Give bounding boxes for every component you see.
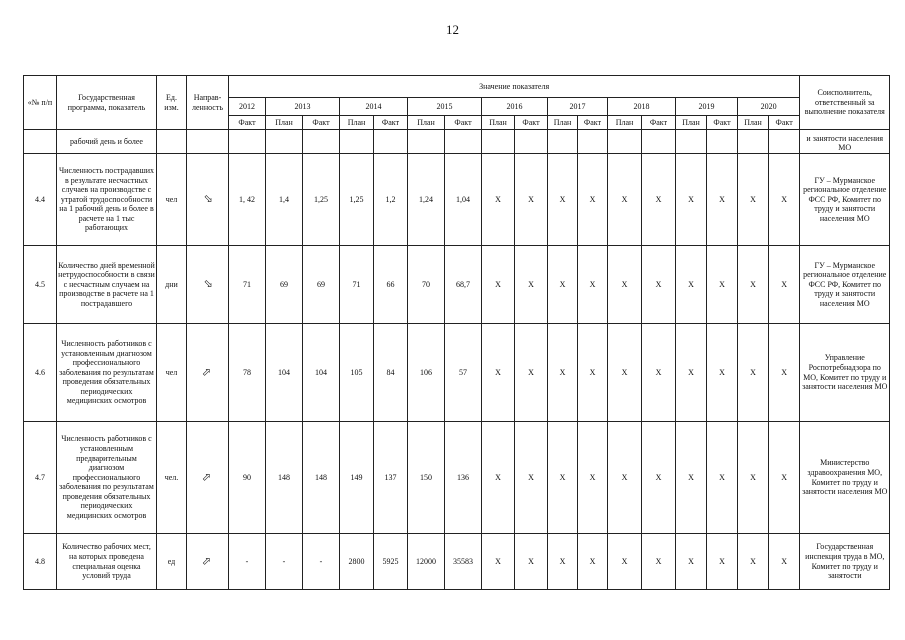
value-cell: X: [707, 324, 738, 422]
value-cell: 5925: [374, 534, 408, 590]
subhead-plan: План: [548, 116, 578, 130]
value-cell: X: [578, 246, 608, 324]
value-cell: 1,25: [340, 154, 374, 246]
row-number: 4.6: [24, 324, 57, 422]
value-cell: 1,25: [303, 154, 340, 246]
value-cell: X: [578, 324, 608, 422]
value-cell: 70: [408, 246, 445, 324]
value-cell: X: [482, 422, 515, 534]
value-cell: X: [608, 246, 642, 324]
subhead-fact: Факт: [229, 116, 266, 130]
value-cell: 69: [266, 246, 303, 324]
direction-cell: [187, 534, 229, 590]
value-cell: 35583: [445, 534, 482, 590]
value-cell: X: [482, 324, 515, 422]
direction-cell: [187, 422, 229, 534]
unit: дни: [157, 246, 187, 324]
value-cell: X: [676, 324, 707, 422]
direction-cell: [187, 154, 229, 246]
value-cell: X: [548, 534, 578, 590]
row-number: 4.7: [24, 422, 57, 534]
value-cell: 104: [266, 324, 303, 422]
direction-cell: [187, 246, 229, 324]
value-cell: X: [642, 534, 676, 590]
responsible: ГУ – Мурманское региональное отделение ФСС РФ, Комитет по труду и занятости населения МО: [800, 246, 890, 324]
value-cell: X: [515, 154, 548, 246]
continuation-text: рабочий день и более: [57, 130, 157, 154]
header-responsible: Соисполнитель, ответственный за выполнение показателя: [800, 76, 890, 130]
indicator-table: [23, 75, 890, 590]
table-row: [24, 534, 890, 590]
value-cell: X: [642, 324, 676, 422]
value-cell: X: [769, 324, 800, 422]
unit: чел: [157, 324, 187, 422]
value-cell: X: [676, 246, 707, 324]
subhead-plan: План: [676, 116, 707, 130]
subhead-plan: План: [408, 116, 445, 130]
value-cell: X: [738, 422, 769, 534]
value-cell: X: [707, 422, 738, 534]
indicator-name: Численность работников с установленным предварительным диагнозом профессионального заболевания по результатам проведения обязательных периодических медицинских осмотров: [57, 422, 157, 534]
value-cell: 68,7: [445, 246, 482, 324]
row-number: 4.4: [24, 154, 57, 246]
value-cell: X: [707, 534, 738, 590]
value-cell: 57: [445, 324, 482, 422]
subhead-fact: Факт: [707, 116, 738, 130]
indicator-name: Численность работников с установленным диагнозом профессионального заболевания по результатам проведения обязательных периодических медицинских осмотров: [57, 324, 157, 422]
value-cell: 150: [408, 422, 445, 534]
value-cell: X: [642, 154, 676, 246]
year-2012: 2012: [229, 98, 266, 116]
subhead-plan: План: [482, 116, 515, 130]
subhead-fact: Факт: [515, 116, 548, 130]
value-cell: X: [769, 154, 800, 246]
value-cell: X: [642, 422, 676, 534]
year-2019: 2019: [676, 98, 738, 116]
value-cell: 148: [266, 422, 303, 534]
value-cell: 149: [340, 422, 374, 534]
subhead-fact: Факт: [445, 116, 482, 130]
value-cell: 137: [374, 422, 408, 534]
value-cell: 136: [445, 422, 482, 534]
year-2018: 2018: [608, 98, 676, 116]
value-cell: 104: [303, 324, 340, 422]
value-cell: X: [769, 422, 800, 534]
value-cell: -: [303, 534, 340, 590]
header-direction: Направ-ленность: [187, 76, 229, 130]
value-cell: 71: [340, 246, 374, 324]
value-cell: X: [548, 154, 578, 246]
value-cell: 1,2: [374, 154, 408, 246]
value-cell: X: [515, 422, 548, 534]
year-2014: 2014: [340, 98, 408, 116]
value-cell: 84: [374, 324, 408, 422]
row-number: 4.8: [24, 534, 57, 590]
header-value-title: Значение показателя: [229, 76, 800, 98]
continuation-responsible: и занятости населения МО: [800, 130, 890, 154]
subhead-fact: Факт: [374, 116, 408, 130]
value-cell: X: [608, 534, 642, 590]
value-cell: X: [482, 154, 515, 246]
value-cell: X: [769, 246, 800, 324]
value-cell: X: [738, 154, 769, 246]
table-row: [24, 154, 890, 246]
year-2020: 2020: [738, 98, 800, 116]
value-cell: X: [578, 422, 608, 534]
value-cell: 66: [374, 246, 408, 324]
value-cell: X: [738, 534, 769, 590]
value-cell: 105: [340, 324, 374, 422]
unit: чел: [157, 154, 187, 246]
subhead-fact: Факт: [769, 116, 800, 130]
direction-up-arrow-icon: ⇨: [199, 553, 215, 569]
subhead-plan: План: [340, 116, 374, 130]
subhead-plan: План: [738, 116, 769, 130]
value-cell: X: [515, 246, 548, 324]
value-cell: X: [707, 154, 738, 246]
responsible: Государственная инспекция труда в МО, Комитет по труду и занятости: [800, 534, 890, 590]
table-row: [24, 324, 890, 422]
indicator-name: Количество рабочих мест, на которых проведена специальная оценка условий труда: [57, 534, 157, 590]
year-2017: 2017: [548, 98, 608, 116]
value-cell: X: [676, 534, 707, 590]
value-cell: X: [738, 324, 769, 422]
value-cell: 69: [303, 246, 340, 324]
value-cell: X: [482, 534, 515, 590]
header-program: Государственная программа, показатель: [57, 76, 157, 130]
table-row: [24, 422, 890, 534]
value-cell: X: [707, 246, 738, 324]
page-number: 12: [446, 22, 459, 37]
value-cell: -: [266, 534, 303, 590]
subhead-fact: Факт: [303, 116, 340, 130]
value-cell: X: [548, 246, 578, 324]
header-num: «№ п/п: [24, 76, 57, 130]
header-unit: Ед. изм.: [157, 76, 187, 130]
value-cell: X: [482, 246, 515, 324]
value-cell: X: [548, 422, 578, 534]
value-cell: 78: [229, 324, 266, 422]
subhead-plan: План: [608, 116, 642, 130]
value-cell: X: [515, 534, 548, 590]
direction-down-arrow-icon: ⇨: [200, 191, 216, 207]
value-cell: 1,4: [266, 154, 303, 246]
responsible: Управление Роспотребнадзора по МО, Комитет по труду и занятости населения МО: [800, 324, 890, 422]
value-cell: X: [676, 422, 707, 534]
value-cell: X: [608, 154, 642, 246]
direction-up-arrow-icon: ⇨: [199, 364, 215, 380]
value-cell: 90: [229, 422, 266, 534]
indicator-name: Количество дней временной нетрудоспособности в связи с несчастным случаем на производстве в расчете на 1 пострадавшего: [57, 246, 157, 324]
direction-down-arrow-icon: ⇨: [200, 276, 216, 292]
row-number: 4.5: [24, 246, 57, 324]
subhead-plan: План: [266, 116, 303, 130]
unit: чел.: [157, 422, 187, 534]
value-cell: X: [676, 154, 707, 246]
year-2013: 2013: [266, 98, 340, 116]
year-2016: 2016: [482, 98, 548, 116]
value-cell: X: [608, 422, 642, 534]
direction-up-arrow-icon: ⇨: [199, 469, 215, 485]
table-row: [24, 246, 890, 324]
continuation-num: [24, 130, 57, 154]
value-cell: X: [608, 324, 642, 422]
value-cell: -: [229, 534, 266, 590]
value-cell: X: [578, 154, 608, 246]
direction-cell: [187, 324, 229, 422]
subhead-fact: Факт: [578, 116, 608, 130]
value-cell: 2800: [340, 534, 374, 590]
value-cell: 1, 42: [229, 154, 266, 246]
value-cell: X: [515, 324, 548, 422]
value-cell: X: [578, 534, 608, 590]
value-cell: X: [642, 246, 676, 324]
value-cell: 12000: [408, 534, 445, 590]
unit: ед: [157, 534, 187, 590]
subhead-fact: Факт: [642, 116, 676, 130]
indicator-name: Численность пострадавших в результате несчастных случаев на производстве с утратой трудоспособности на 1 рабочий день и более в расчете на 1 тыс работающих: [57, 154, 157, 246]
value-cell: 148: [303, 422, 340, 534]
value-cell: 71: [229, 246, 266, 324]
value-cell: X: [738, 246, 769, 324]
value-cell: 106: [408, 324, 445, 422]
responsible: ГУ – Мурманское региональное отделение ФСС РФ, Комитет по труду и занятости населения МО: [800, 154, 890, 246]
year-2015: 2015: [408, 98, 482, 116]
value-cell: 1,24: [408, 154, 445, 246]
value-cell: 1,04: [445, 154, 482, 246]
responsible: Министерство здравоохранения МО, Комитет по труду и занятости населения МО: [800, 422, 890, 534]
value-cell: X: [769, 534, 800, 590]
value-cell: X: [548, 324, 578, 422]
